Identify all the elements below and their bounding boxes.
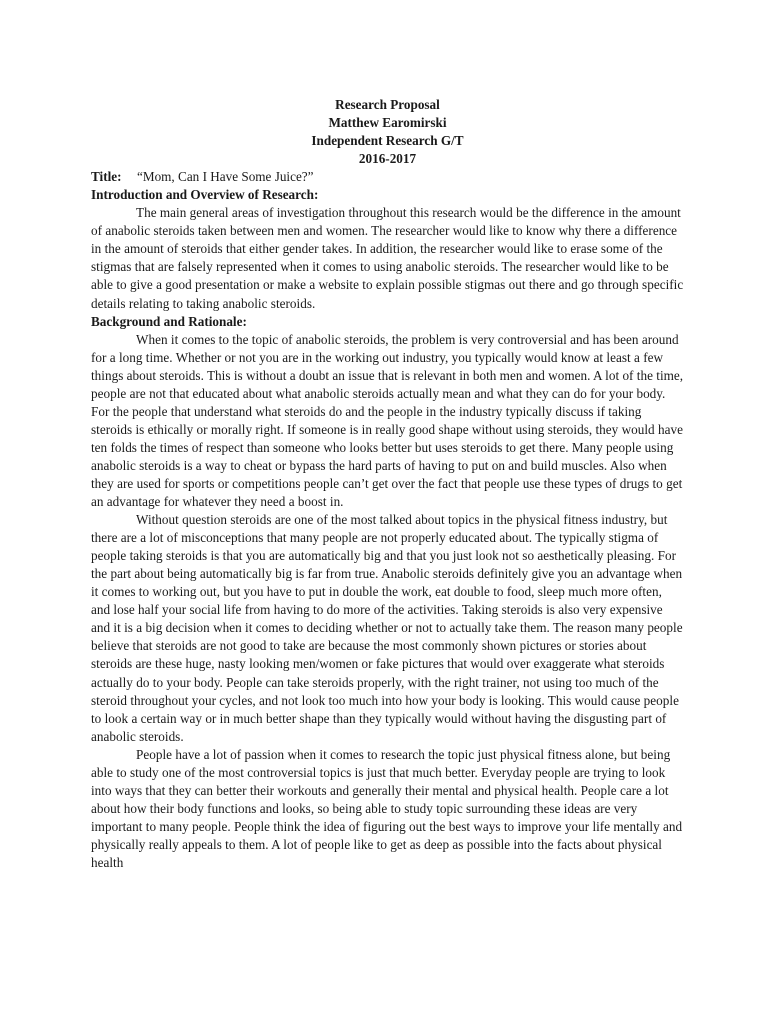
- title-label: Title:: [91, 169, 122, 185]
- header-line-year: 2016-2017: [358, 151, 417, 167]
- title-line: [91, 168, 684, 186]
- document-header: [91, 96, 684, 168]
- title-value: “Mom, Can I Have Some Juice?”: [137, 169, 314, 185]
- header-line-proposal: Research Proposal: [335, 97, 440, 112]
- paragraph-background-2: Without question steroids are one of the most talked about topics in the physical fitness industry, but there are a lot of misconceptions that many people are not properly educated about. The typically stigma of people taking steroids is that you are automatically big and that you just look not so aesthetically pleasing. For the part about being automatically big is far from true. Anabolic steroids definitely give you an advantage when it comes to working out, but you have to put in double the work, eat double to food, sleep much more often, and lose half your social life from having to do more of the activities. Taking steroids is also very expensive and it is a big decision when it comes to deciding whether or not to actually take them. The reason many people believe that steroids are not good to take are because the most commonly shown pictures or stories about steroids are these huge, nasty looking men/women or fake pictures that would over exaggerate what steroids actually do to your body. People can take steroids properly, with the right trainer, not using too much of the steroid throughout your cycles, and not look too much into how your body is looking. This would cause people to look a certain way or in much better shape than they typically would without having the disgusting part of anabolic steroids.: [91, 512, 683, 744]
- paragraph-background-3: People have a lot of passion when it comes to research the topic just physical fitness alone, but being able to study one of the most controversial topics is just that much better. Everyday people are trying to look into ways that they can better their workouts and generally their mental and physical health. People care a lot about how their body functions and looks, so being able to study topic surrounding these ideas are very important to many people. People think the idea of figuring out the best ways to improve your life mentally and physically really appeals to them. A lot of people like to get as deep as possible into the facts about physical health: [91, 746, 683, 870]
- paragraph-introduction: The main general areas of investigation throughout this research would be the difference in the amount of anabolic steroids taken between men and women. The researcher would like to know why there a difference in the amount of steroids that either gender takes. In addition, the researcher would like to erase some of the stigmas that are falsely represented when it comes to using anabolic steroids. The researcher would like to be able to give a good presentation or make a website to explain possible stigmas out there and go through specific details relating to taking anabolic steroids.: [91, 205, 684, 311]
- header-line-course: Independent Research G/T: [311, 133, 464, 149]
- document-page: [91, 96, 684, 872]
- paragraph-background-1: When it comes to the topic of anabolic steroids, the problem is very controversial and has been around for a long time. Whether or not you are in the working out industry, you typically would know at least a few things about steroids. This is without a doubt an issue that is relevant in both men and women. A lot of the time, people are not that educated about what anabolic steroids actually mean and what they can do for your body. For the people that understand what steroids do and the people in the industry typically discuss if taking steroids is ethically or morally right. If someone is in really good shape without using steroids, they would have ten folds the times of respect than someone who looks better but uses steroids to get there. Many people using anabolic steroids is a way to cheat or bypass the hard parts of having to put on and build muscles. Also when they are used for sports or competitions people can’t get over the fact that people use these types of drugs to get an advantage for whatever they need a boost in.: [91, 331, 684, 510]
- section-heading-introduction: Introduction and Overview of Research:: [91, 187, 319, 203]
- section-heading-background: Background and Rationale:: [91, 313, 247, 329]
- header-line-author: Matthew Earomirski: [328, 115, 447, 131]
